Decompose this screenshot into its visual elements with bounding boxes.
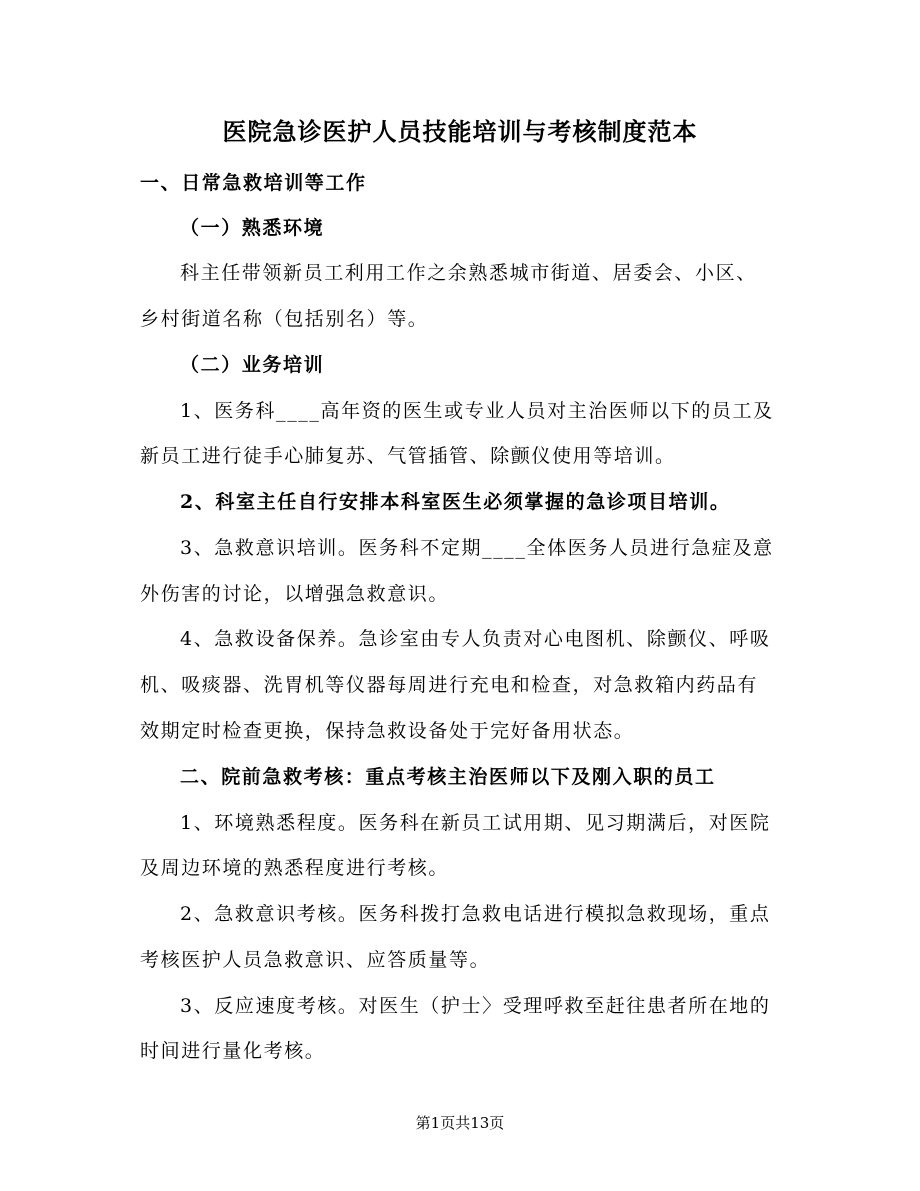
paragraph-line: 时间进行量化考核。 [140,1040,326,1062]
paragraph-line: 新员工进行徒手心肺复苏、气管插管、除颤仪使用等培训。 [140,445,676,467]
paragraph-line: 1、环境熟悉程度。医务科在新员工试用期、见习期满后，对医院 [180,812,771,834]
page-number: 第1页共13页 [415,1114,505,1132]
paragraph-line: 考核医护人员急救意识、应答质量等。 [140,949,491,971]
subsection-heading-2: （二）业务培训 [180,354,325,376]
paragraph-line: 1、医务科____高年资的医生或专业人员对主治医师以下的员工及 [180,400,774,422]
paragraph-line: 3、反应速度考核。对医生（护士〉受理呼救至赶往患者所在地的 [180,995,771,1017]
document-title: 医院急诊医护人员技能培训与考核制度范本 [222,117,698,146]
paragraph-line: 及周边环境的熟悉程度进行考核。 [140,857,450,879]
paragraph-line: 乡村街道名称（包括别名）等。 [140,308,429,330]
paragraph-line: 4、急救设备保养。急诊室由专人负责对心电图机、除颤仪、呼吸 [180,628,771,650]
paragraph-line: 3、急救意识培训。医务科不定期____全体医务人员进行急症及意 [180,537,774,559]
paragraph-line: 科主任带领新员工利用工作之余熟悉城市街道、居委会、小区、 [180,262,757,284]
subsection-heading-1: （一）熟悉环境 [180,217,325,239]
paragraph-line: 机、吸痰器、洗胃机等仪器每周进行充电和检查，对急救箱内药品有 [140,674,759,696]
paragraph-line: 外伤害的讨论，以增强急救意识。 [140,583,450,605]
section-heading-2: 二、院前急救考核：重点考核主治医师以下及刚入职的员工 [180,766,716,788]
paragraph-line: 2、急救意识考核。医务科拨打急救电话进行模拟急救现场，重点 [180,903,771,925]
paragraph-line-bold: 2、科室主任自行安排本科室医生必须掌握的急诊项目培训。 [180,491,731,513]
paragraph-line: 效期定时检查更换，保持急救设备处于完好备用状态。 [140,720,635,742]
section-heading-1: 一、日常急救培训等工作 [140,172,367,194]
